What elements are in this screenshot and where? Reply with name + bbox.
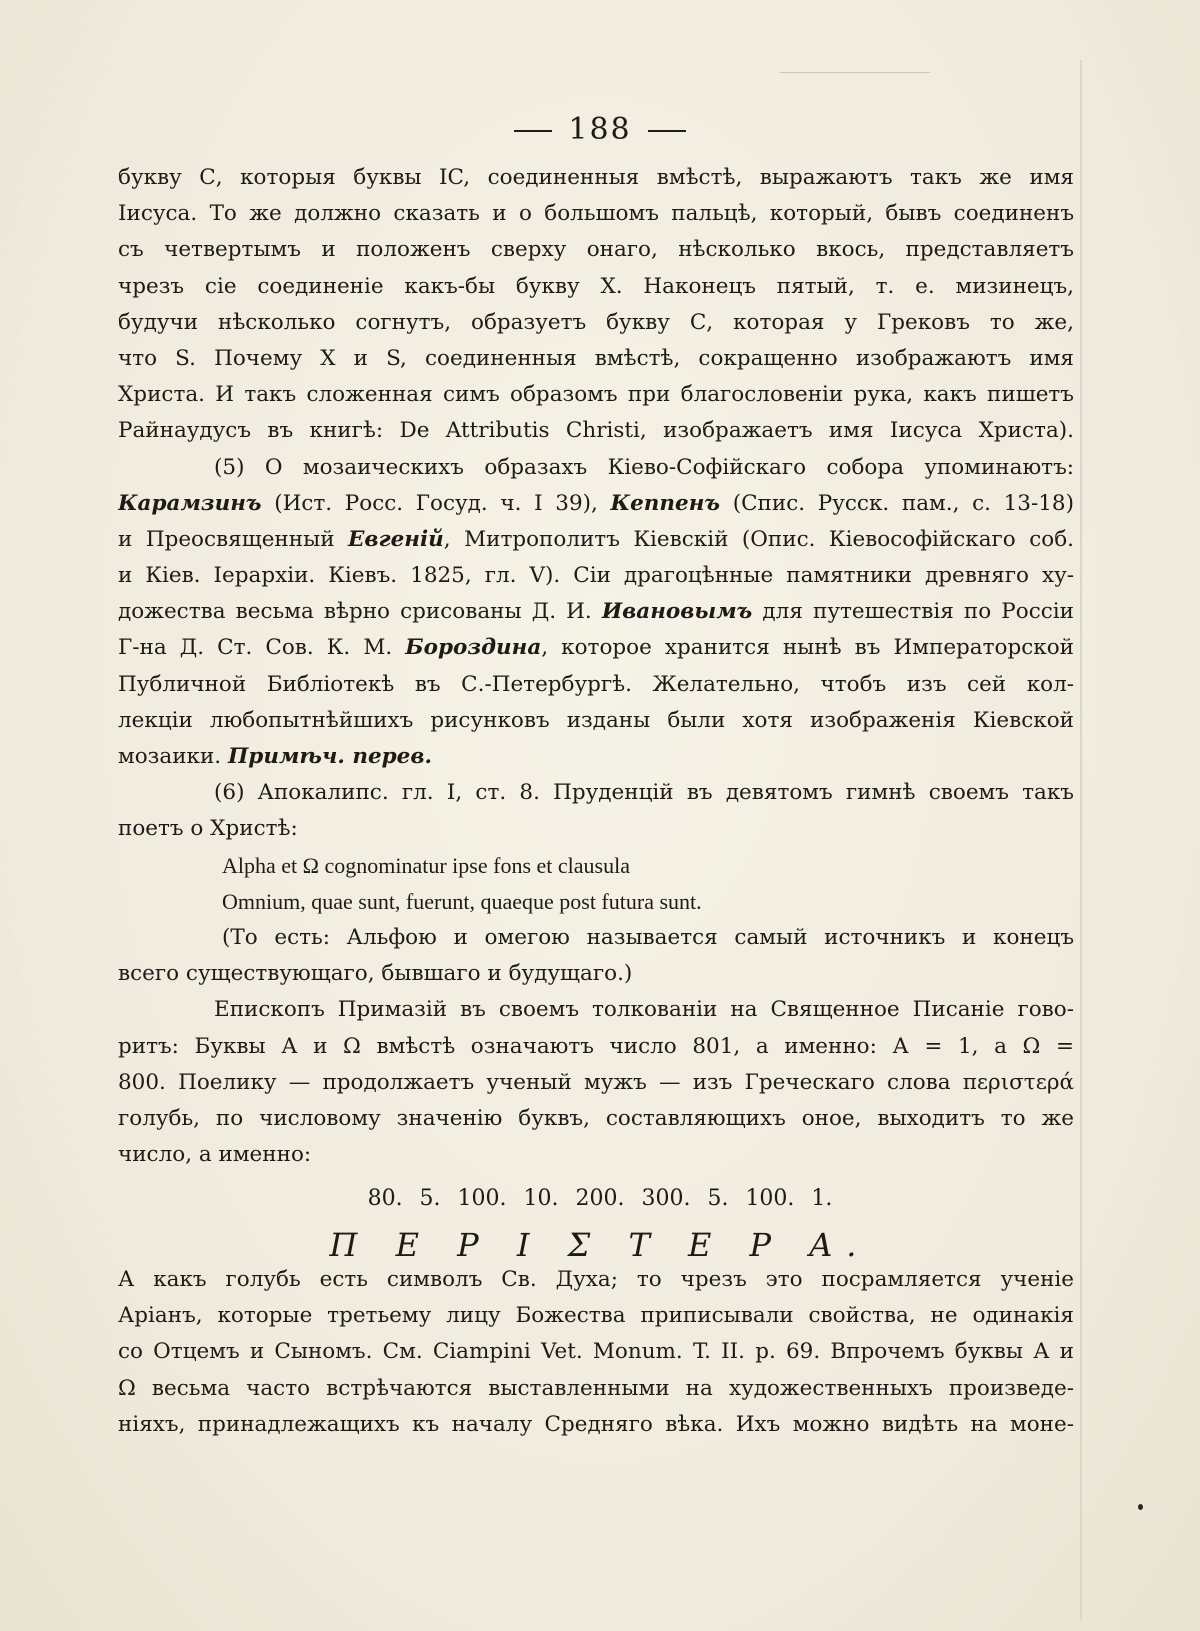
translation-line: (То есть: Альфою и омегою называется самый источникъ и конецъ [222, 924, 1074, 950]
latin-verse: Omnium, quae sunt, fuerunt, quaeque post futura sunt. [222, 888, 702, 914]
bleed-through-line [780, 72, 930, 73]
author-name: Бороздина [405, 635, 542, 661]
text-fragment: , Митрополитъ Кiевскiй (Опис. Кiевософiйскаго соб. [443, 526, 1074, 552]
footnote-5-line: (5) О мозаическихъ образахъ Кiево-Софiйскаго собора упоминаютъ: [214, 454, 1074, 480]
footnote-6-line: поетъ о Христѣ: [118, 816, 298, 842]
text-line: Ω весьма часто встрѣчаются выставленными на художественныхъ произведе- [118, 1375, 1074, 1401]
text-line: чрезъ сiе соединенiе какъ-бы букву Х. Наконецъ пятый, т. е. мизинецъ, [118, 273, 1074, 299]
body-text-bottom [118, 1262, 1074, 1443]
ink-spot [1138, 1504, 1143, 1510]
author-name: Карамзинъ [118, 490, 262, 516]
body-text-top [118, 160, 1074, 1173]
primasius-line: Епископъ Примазiй въ своемъ толкованiи на Священное Писанiе гово- [214, 997, 1074, 1023]
header-dash-right [648, 130, 686, 132]
greek-word: Π Ε Ρ Ι Σ Τ Ε Ρ Α. [329, 1226, 871, 1264]
text-line: Христа. И такъ сложенная симъ образомъ при благословенiи рука, какъ пишетъ [118, 382, 1074, 408]
latin-verse: Alpha et Ω cognominatur ipse fons et clausula [222, 852, 630, 878]
footnote-5-line: и Кiев. Iерархiи. Кiевъ. 1825, гл. V). Сiи драгоцѣнные памятники древняго ху- [118, 563, 1074, 589]
text-line: что S. Почему X и S, соединенныя вмѣстѣ, сокращенно изображаютъ имя [118, 345, 1074, 371]
text-line: съ четвертымъ и положенъ сверху онаго, нѣсколько вкось, представляетъ [118, 237, 1074, 263]
page-number: 188 [568, 112, 632, 147]
page-fold-shadow [1080, 60, 1082, 1620]
page-header [0, 112, 1200, 147]
citation: (Ист. Росс. Госуд. ч. I 39), [261, 490, 611, 516]
text-line: Райнаудусъ въ книгѣ: De Attributis Christi, изображаетъ имя Iисуса Христа). [118, 418, 1074, 444]
text-fragment: и Преосвященный [118, 526, 349, 552]
author-name: Кеппенъ [610, 490, 721, 516]
footnote-6-line: (6) Апокалипс. гл. I, ст. 8. Пруденцiй въ девятомъ гимнѣ своемъ такъ [214, 780, 1074, 806]
numeric-values: 80. 5. 100. 10. 200. 300. 5. 100. 1. [367, 1186, 833, 1211]
citation: (Спис. Русск. пам., с. 13-18) [720, 490, 1074, 516]
text-fragment: Г-на Д. Ст. Сов. К. М. [118, 635, 406, 661]
text-line: будучи нѣсколько согнутъ, образуетъ букву С, которая у Грековъ то же, [118, 309, 1074, 335]
text-fragment: дожества весьма вѣрно срисованы Д. И. [118, 599, 602, 625]
text-fragment: для путешествiя по Россiи [752, 599, 1074, 625]
translator-note: Примѣч. перев. [227, 744, 432, 769]
text-line: нiяхъ, принадлежащихъ къ началу Средняго вѣка. Ихъ можно видѣть на моне- [118, 1411, 1074, 1437]
footnote-5-line [118, 594, 1074, 630]
text-line: А какъ голубь есть символъ Св. Духа; то чрезъ это посрамляется ученiе [118, 1267, 1074, 1292]
text-line: со Отцемъ и Сыномъ. См. Ciampini Vet. Monum. T. II. p. 69. Впрочемъ буквы А и [118, 1339, 1074, 1365]
header-dash-left [514, 130, 552, 132]
text-line: Арiанъ, которые третьему лицу Божества приписывали свойства, не одинакiя [118, 1303, 1074, 1329]
text-fragment: мозаики. [118, 744, 228, 769]
footnote-5-line: Публичной Библiотекѣ въ С.-Петербургѣ. Желательно, чтобъ изъ сей кол- [118, 671, 1074, 697]
author-name: Евгенiй [348, 526, 444, 552]
text-line: Iисуса. То же должно сказать и о большомъ пальцѣ, который, бывъ соединенъ [118, 201, 1074, 227]
footnote-5-line [118, 486, 1074, 522]
primasius-line: число, а именно: [118, 1142, 312, 1168]
footnote-5-line: лекцiи любопытнѣйшихъ рисунковъ изданы были хотя изображенiя Кiевской [118, 707, 1074, 733]
footnote-5-line [118, 630, 1074, 666]
translation-line: всего существующаго, бывшаго и будущаго.) [118, 961, 633, 987]
footnote-5-line [118, 522, 1074, 558]
text-fragment: , которое хранится нынѣ въ Императорской [541, 635, 1074, 661]
primasius-line: ритъ: Буквы А и Ω вмѣстѣ означаютъ число 801, а именно: А = 1, а Ω = [118, 1033, 1074, 1059]
footnote-5-line [118, 739, 1074, 775]
primasius-line: голубь, по числовому значенiю буквъ, составляющихъ оное, выходитъ то же [118, 1105, 1074, 1131]
primasius-line: 800. Поелику — продолжаетъ ученый мужъ — изъ Греческаго слова περιστερά [118, 1069, 1074, 1095]
text-line: букву С, которыя буквы IC, соединенныя вмѣстѣ, выражаютъ такъ же имя [118, 165, 1074, 190]
author-name: Ивановымъ [601, 599, 753, 625]
